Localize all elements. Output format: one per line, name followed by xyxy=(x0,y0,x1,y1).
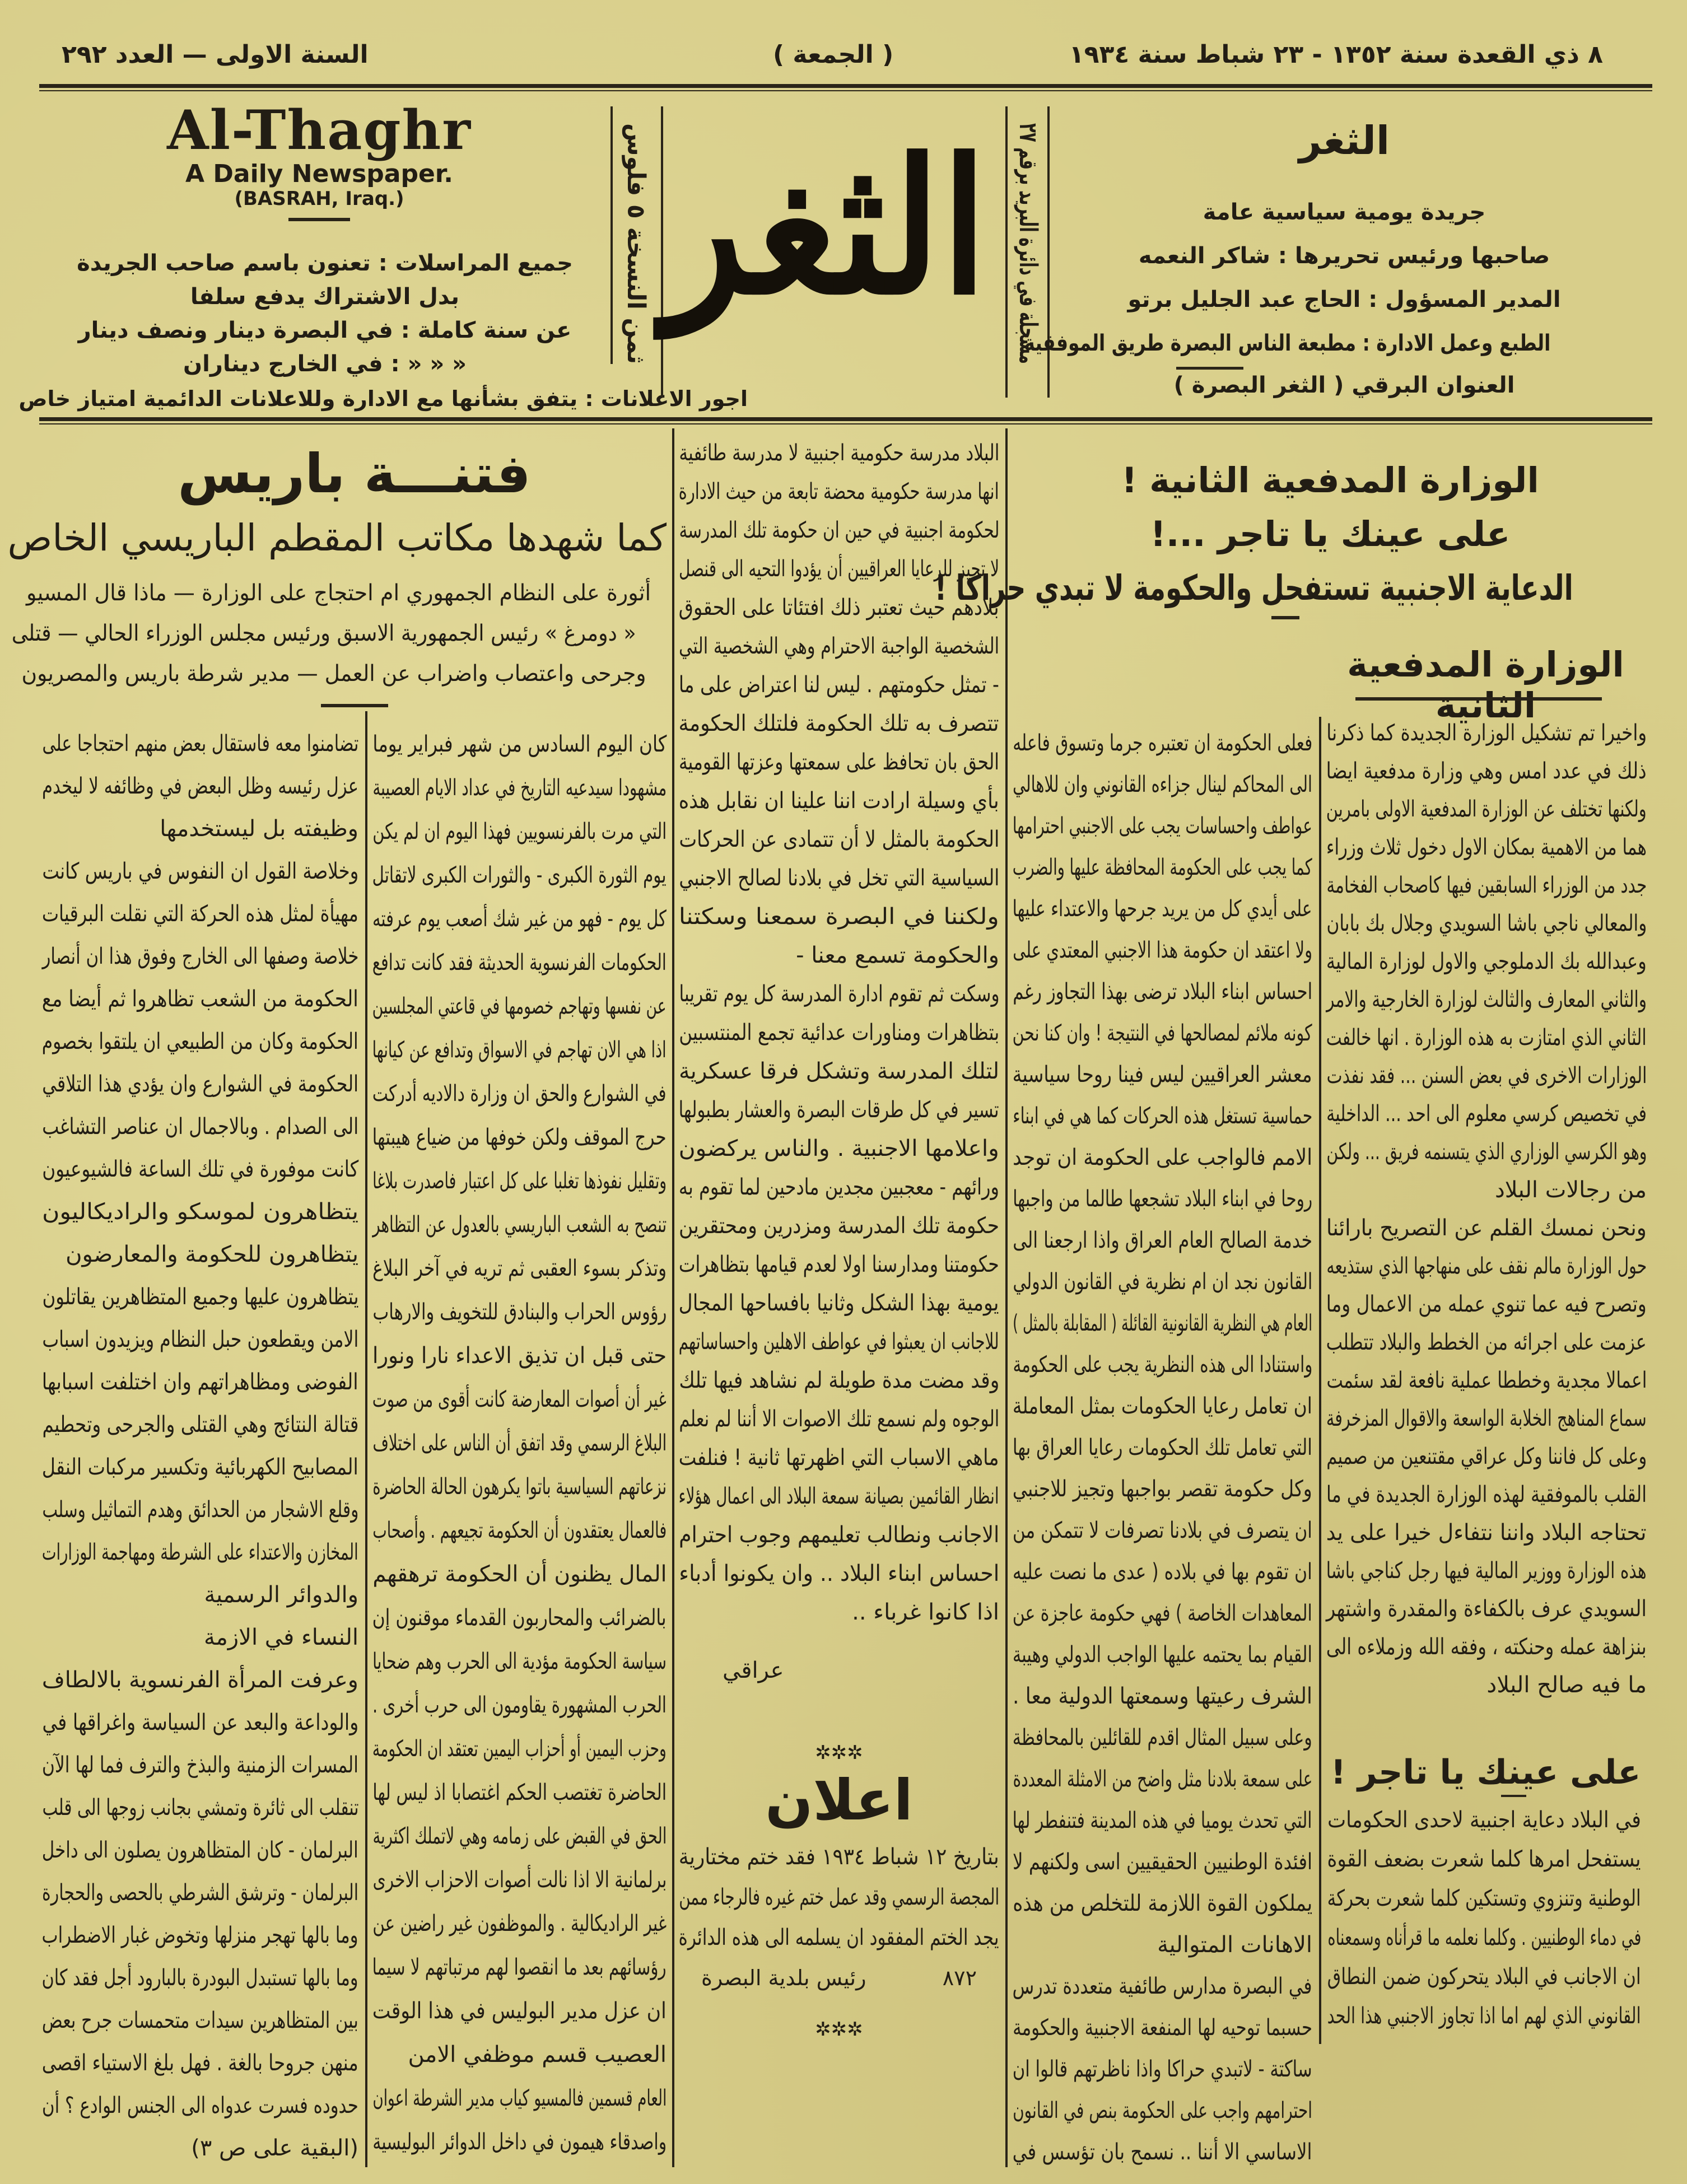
text-line xyxy=(1326,904,1647,942)
text-line-content: احساس ابناء البلاد ترضى بهذا التجاوز رغم xyxy=(1013,979,1312,1005)
text-line-content: القيام بما يحتمه عليها الواجب الدولي وهيبة xyxy=(1013,1642,1312,1668)
text-line xyxy=(1013,1178,1312,1220)
text-line-content: كونه ملائم لمصالحها في النتيجة ! وان كنا نحن xyxy=(1013,1020,1312,1046)
headline-deck xyxy=(11,573,667,694)
text-line xyxy=(1326,752,1647,790)
latin-title: Al-Thaghr xyxy=(167,99,472,162)
text-line-content: اذا كانوا غرباء .. xyxy=(852,1599,999,1625)
text-line-content: اذا هي الان تهاجم في الاسواق وتدافع عن كيانها xyxy=(372,1037,667,1063)
text-line-content: وتصرح فيه عما تنوي عمله من الاعمال وما xyxy=(1326,1291,1647,1317)
masthead-title: الثغر xyxy=(1299,118,1390,164)
issue-number: السنة الاولى — العدد ٢٩٢ xyxy=(62,40,369,69)
text-line-content: انها مدرسة حكومية محضة تابعة من حيث الادارة xyxy=(679,479,999,505)
ads-rates: اجور الاعلانات : يتفق بشأنها مع الادارة وللاعلانات الدائمية امتياز خاص xyxy=(18,386,748,411)
text-line-content: ذلك في عدد امس وهي وزارة مدفعية ايضا xyxy=(1326,758,1647,784)
text-line-content: الاهانات المتوالية xyxy=(1157,1932,1312,1958)
text-line-content: ولا اعتقد ان حكومة هذا الاجنبي المعتدي على xyxy=(1013,937,1312,963)
text-line-content: ما فيه صالح البلاد xyxy=(1486,1672,1647,1698)
text-line-content: الحكومة بالمثل لا أن تتمادى عن الحركات xyxy=(679,827,999,852)
text-line xyxy=(1326,1666,1647,1704)
text-line-content: الثاني الذي امتازت به هذه الوزارة . انها خالفت xyxy=(1326,1025,1647,1051)
text-line-content: والثاني المعارف والثالث لوزارة الخارجية والامر xyxy=(1326,987,1647,1012)
text-line-content: الامن ويقطعون حبل النظام ويزيدون اسباب xyxy=(42,1327,358,1352)
text-line xyxy=(372,2033,667,2076)
text-line xyxy=(1013,2048,1312,2090)
text-line-content: احساس ابناء البلاد .. وان يكونوا أدباء xyxy=(679,1561,999,1586)
text-line-content: ان تعامل رعايا الحكومات بمثل المعاملة xyxy=(1013,1393,1312,1419)
text-line-content: المال يظنون أن الحكومة ترهقهم xyxy=(372,1561,667,1587)
text-line-content: وعبدالله بك الدملوجي والاول لوزارة المالية xyxy=(1326,949,1647,974)
text-line-content: السياسية التي تخل في بلادنا لصالح الاجنبي xyxy=(679,865,999,891)
headline-line: على عينك يا تاجر ...! xyxy=(1150,514,1511,554)
text-line xyxy=(50,246,599,280)
text-line xyxy=(1013,1510,1312,1551)
text-line-content: والحكومة تسمع معنا - xyxy=(796,942,999,968)
text-line xyxy=(1326,1323,1647,1361)
text-line xyxy=(1326,1133,1647,1171)
announcement-number: ٨٧٢ xyxy=(942,1966,977,1990)
text-line-content: سياسة الحكومة مؤدية الى الحرب وهم ضحايا xyxy=(372,1649,667,1674)
text-line-content: يستفحل امرها كلما شعرت بضعف القوة xyxy=(1327,1846,1641,1872)
text-line-content: تضامنوا معه فاستقال بعض منهم احتجاجا على xyxy=(42,731,358,757)
text-line xyxy=(1326,1476,1647,1514)
text-line-content: الحرب المشهورة يقاومون الى حرب أخرى . xyxy=(372,1692,667,1718)
text-line-content: كانت موفورة في تلك الساعة فالشيوعيون xyxy=(42,1156,358,1182)
text-line-content: وقلع الاشجار من الحدائق وهدم التماثيل وسلب xyxy=(42,1497,358,1523)
text-line-content: الى المحاكم لينال جزاءه القانوني وان للاهالي xyxy=(1013,772,1312,797)
text-line-content: وقد مضت مدة طويلة لم نشاهد فيها تلك xyxy=(679,1368,999,1393)
text-line-content: قتالة النتائج وهي القتلى والجرحى وتحطيم xyxy=(42,1412,358,1438)
text-line-content: واصدقاء هيمون في داخل الدوائر البوليسية xyxy=(372,2129,667,2155)
text-line-content: الاجانب ونطالب تعليمهم وجوب احترام xyxy=(679,1522,999,1548)
text-line-content: « دومرغ » رئيس الجمهورية الاسبق ورئيس مجلس الوزراء الحالي — قتلى xyxy=(11,620,636,646)
text-line xyxy=(50,347,599,381)
divider xyxy=(1501,1795,1526,1797)
text-line xyxy=(1013,1758,1312,1800)
text-line-content: كان اليوم السادس من شهر فبراير يوما xyxy=(372,731,667,757)
text-line-content: هما من الاهمية بمكان الاول دخول ثلاث وزراء xyxy=(1326,834,1647,860)
text-line-content: يتظاهرون للحكومة والمعارضون xyxy=(66,1242,358,1267)
text-line-content: بتاريخ ١٢ شباط ١٩٣٤ فقد ختم مختارية xyxy=(679,1844,999,1870)
text-line xyxy=(1013,1717,1312,1758)
text-line-content: الاساسي الا أننا .. نسمح بان تؤسس في xyxy=(1013,2139,1312,2165)
text-line-content: الحكومة من الشعب تظاهروا ثم أيضا مع xyxy=(42,986,358,1012)
text-line-content: حدوده فسرت عدواه الى الجنس الوادع ؟ أن xyxy=(42,2093,358,2118)
text-line xyxy=(372,1596,667,1640)
text-line-content: التي تحدث يوميا في هذه المدينة فتنفطر لها xyxy=(1013,1808,1312,1833)
text-line-content: وحزب اليمين أو أحزاب اليمين تعتقد ان الحكومة xyxy=(372,1736,667,1762)
text-line-content: العام قسمين فالمسيو كياب مدير الشرطة اعوان xyxy=(372,2085,667,2111)
text-line-content: التي تعامل تلك الحكومات رعايا العراق بها xyxy=(1013,1435,1312,1460)
text-line-content: لتلك المدرسة وتشكل فرقا عسكرية xyxy=(679,1058,999,1084)
text-line xyxy=(1081,234,1607,278)
text-line-content: المعاهدات الخاصة ) فهي حكومة عاجزة عن xyxy=(1013,1600,1312,1626)
text-line xyxy=(372,1727,667,1771)
text-line-content: البرلمان - كان المتظاهرون يصلون الى داخل xyxy=(42,1837,358,1863)
publisher-info xyxy=(1024,190,1607,365)
text-line xyxy=(1013,2090,1312,2131)
text-line-content: لا تجيز للرعايا العراقيين أن يؤدوا التحيه الى قنصل xyxy=(679,556,999,582)
text-line-content: الحكومات الفرنسوية الحديثة فقد كانت تدافع xyxy=(372,950,667,976)
text-line-content: برلمانية الا اذا نالت أصوات الاحزاب الاخرى xyxy=(372,1867,667,1893)
text-line-content: يتظاهرون عليها وجميع المتظاهرين يقاتلون xyxy=(42,1284,358,1310)
text-line-content: وتقليل نفوذها تغلبا على كل اعتبار فاصدرت بلاغا xyxy=(372,1168,667,1194)
text-line-content: الى الصدام . وبالاجمال ان عناصر التشاغب xyxy=(42,1114,358,1140)
text-line-content: الامم فالواجب على الحكومة ان توجد xyxy=(1013,1145,1312,1170)
text-line-content: العصيب قسم موظفي الامن xyxy=(408,2042,667,2068)
text-line-content: سماع المناهج الخلابة الواسعة والاقوال المزخرفة xyxy=(1326,1406,1647,1431)
text-line xyxy=(372,1771,667,1814)
text-line-content: البلاغ الرسمي وقد اتفق أن الناس على اختلاف xyxy=(372,1430,667,1456)
latin-subtitle: A Daily Newspaper. xyxy=(185,159,453,188)
text-line-content: الشخصية الواجبة الاحترام وهي الشخصية التي xyxy=(679,633,999,659)
text-line-content: تنقلب الى ثائرة وتمشي بجانب زوجها الى قلب xyxy=(42,1795,358,1821)
text-line-content: البرلمان - وترشق الشرطي بالحصى والحجارة xyxy=(42,1880,358,1906)
text-line-content: وعرفت المرأة الفرنسوية بالالطاف xyxy=(42,1667,358,1693)
text-line xyxy=(1081,190,1607,234)
text-line-content: الحق في القبض على زمامه وهي لاتملك اكثرية xyxy=(372,1823,667,1849)
text-line-content: مهيأة لمثل هذه الحركة التي نقلت البرقيات xyxy=(42,901,358,927)
text-line xyxy=(1013,1841,1312,1883)
text-line xyxy=(679,1917,999,1958)
divider xyxy=(1176,367,1243,370)
ornament: ✲✲✲ xyxy=(815,2018,863,2041)
text-line-content: انظار القائمين بصيانة سمعة البلاد الى اعمال هؤلاء xyxy=(679,1483,999,1509)
text-line xyxy=(1326,790,1647,828)
text-line-content: ولكنها تختلف عن الوزارة المدفعية الاولى بامرين xyxy=(1326,796,1647,822)
text-line-content: للاجانب ان يعبثوا في عواطف الاهلين واحساساتهم xyxy=(679,1329,999,1355)
text-line xyxy=(1326,1095,1647,1133)
text-line xyxy=(1013,1800,1312,1841)
text-line-content: المدير المسؤول : الحاج عبد الجليل برتو xyxy=(1127,287,1561,312)
text-line-content: جدد من الوزراء السابقين فيها كاصحاب الفخامة xyxy=(1326,872,1647,898)
text-line-content: في تخصيص كرسي معلوم الى احد ... الداخلية xyxy=(1326,1101,1647,1127)
text-line-content: يومية بهذا الشكل وثانيا بافساحها المجال xyxy=(679,1290,999,1316)
text-line-content: رؤوس الحراب والبنادق للتخويف والارهاب xyxy=(372,1299,667,1325)
text-line-content: ان تقوم بها في بلاده ( عدى ما نصت عليه xyxy=(1013,1559,1312,1585)
text-line-content: (البقية على ص ٣) xyxy=(191,2135,358,2161)
text-line-content: يجد الختم المفقود ان يسلمه الى هذه الدائرة xyxy=(679,1925,999,1950)
text-line xyxy=(679,1052,999,1091)
text-line xyxy=(1081,278,1607,321)
text-line-content: الحكومة في الشوارع وان يؤدي هذا التلاقي xyxy=(42,1071,358,1097)
text-line-content: بين المتظاهرين سيدات متحمسات جرح بعض xyxy=(42,2008,358,2033)
telegraph-address: العنوان البرقي ( الثغر البصرة ) xyxy=(1173,372,1515,398)
text-line-content: وما بالها تهجر منزلها وتخوض غبار الاضطراب xyxy=(42,1922,358,1948)
text-line-content: ان يتصرف في بلادنا تصرفات لا تتمكن من xyxy=(1013,1518,1312,1543)
text-line xyxy=(679,434,999,473)
column-5-second-article xyxy=(1327,1800,1641,2036)
text-line-content: غير أن أصوات المعارضة كانت أقوى من صوت xyxy=(372,1387,667,1412)
text-line-content: تتصرف به تلك الحكومة فلتلك الحكومة xyxy=(679,711,999,736)
text-line-content: واستنادا الى هذه النظرية يجب على الحكومة xyxy=(1013,1352,1312,1378)
text-line-content: عن نفسها وتهاجم خصومها في قاعتي المجلسين xyxy=(372,993,667,1019)
text-line-content: فالعمال يعتقدون أن الحكومة تجيعهم . وأصحاب xyxy=(372,1518,667,1543)
text-line-content: القانوني الذي لهم اما اذا تجاوز الاجنبي هذا الحد xyxy=(1327,2003,1641,2029)
text-line-content: وهو الكرسي الوزاري الذي يتسنمه فريق ... ولكن xyxy=(1326,1139,1647,1165)
text-line-content: واخيرا تم تشكيل الوزارة الجديدة كما ذكرنا xyxy=(1326,720,1647,746)
text-line-content: تحتاجه البلاد واننا نتفاءل خيرا على يد xyxy=(1326,1520,1647,1546)
text-line-content: احترامهم واجب على الحكومة بنص في القانون xyxy=(1013,2098,1312,2124)
text-line xyxy=(1326,1438,1647,1476)
text-line-content: وما بالها تستبدل البودرة بالبارود أجل فقد كان xyxy=(42,1965,358,1991)
text-line-content: القلب بالموفقية لهذه الوزارة الجديدة في ما xyxy=(1326,1482,1647,1508)
text-line xyxy=(1013,2131,1312,2173)
text-line-content: في البلاد دعاية اجنبية لاحدى الحكومات xyxy=(1327,1807,1641,1833)
text-line-content: الوزارات الاخرى في بعض السنن ... فقد نفذت xyxy=(1326,1063,1647,1089)
text-line xyxy=(1327,1957,1641,1996)
text-line-content: وعلى كل فاننا وكل عراقي مقتنعين من صميم xyxy=(1326,1444,1647,1469)
text-line-content: الحكومة وكان من الطبيعي ان يلتقوا بخصوم xyxy=(42,1029,358,1054)
text-line-content: ماهي الاسباب التي اظهرتها ثانية ! فنلفت xyxy=(679,1445,999,1471)
masthead-rule xyxy=(39,417,1652,424)
text-line-content: تنصح به الشعب الباريسي بالعدول عن التظاهر xyxy=(372,1212,667,1238)
text-line xyxy=(372,1814,667,1858)
text-line-content: غير الراديكالية . والموظفون غير راضين عن xyxy=(372,1911,667,1936)
text-line-content: صاحبها ورئيس تحريرها : شاكر النعمه xyxy=(1138,243,1550,269)
text-line xyxy=(372,2076,667,2120)
text-line xyxy=(1326,714,1647,752)
text-line-content: وتذكر بسوء العقبى ثم تريه في آخر البلاغ xyxy=(372,1256,667,1281)
title-underline xyxy=(1355,697,1602,701)
divider xyxy=(1271,616,1299,619)
text-line xyxy=(1326,981,1647,1019)
text-line xyxy=(11,613,667,654)
text-line-content: منهن جروحا بالغة . فهل بلغ الاستياء اقصى xyxy=(42,2050,358,2076)
text-line xyxy=(1326,1285,1647,1323)
text-line-content: البلاد مدرسة حكومية اجنبية لا مدرسة طائفية xyxy=(679,440,999,466)
text-line-content: تسير في كل طرقات البصرة والعشار بطبولها xyxy=(679,1097,999,1123)
text-line-content: واعلامها الاجنبية . والناس يركضون xyxy=(679,1136,999,1161)
text-line-content: بأي وسيلة ارادت اننا علينا ان نقابل هذه xyxy=(679,788,999,814)
text-line-content: عن سنة كاملة : في البصرة دينار ونصف دينار xyxy=(78,318,572,343)
text-line-content: حسبما توحيه لها المنفعة الاجنبية والحكومة xyxy=(1013,2015,1312,2041)
text-line-content: ونحن نمسك القلم عن التصريح بارائنا xyxy=(1326,1215,1647,1241)
text-line-content: هذه الوزارة ووزير المالية فيها رجل كناجي باشا xyxy=(1326,1558,1647,1584)
text-line-content: وعلى سبيل المثال اقدم للقائلين بالمحافظة xyxy=(1013,1725,1312,1751)
divider xyxy=(611,106,613,364)
text-line xyxy=(372,2120,667,2164)
text-line xyxy=(679,473,999,511)
text-line-content: والوداعة والبعد عن السياسة واغراقها في xyxy=(42,1710,358,1735)
text-line-content: ان عزل مدير البوليس في هذا الوقت xyxy=(372,1998,667,2024)
text-line-content: خلاصة وصفها الى الخارج وفوق هذا ان أنصار xyxy=(42,944,358,969)
text-line-content: عزمت على اجرائه من الخطط والبلاد تتطلب xyxy=(1326,1329,1647,1355)
text-line xyxy=(1013,1676,1312,1717)
text-line-content: وخلاصة القول ان النفوس في باريس كانت xyxy=(42,858,358,884)
text-line-content: بدل الاشتراك يدفع سلفا xyxy=(190,284,460,310)
text-line-content: ساكتة - لاتبدي حراكا واذا ناظرتهم قالوا ان xyxy=(1013,2056,1312,2082)
text-line-content: رؤسائهم بعد ما انقصوا لهم مرتباتهم لا سيما xyxy=(372,1954,667,1980)
text-line-content: المخازن والاعتداء على الشرطة ومهاجمة الوزارات xyxy=(42,1539,358,1565)
text-line-content: حكومتنا ومدارسنا اولا لعدم قيامها بتظاهرات xyxy=(679,1252,999,1277)
lead-headline xyxy=(934,454,1649,615)
text-line xyxy=(1326,1057,1647,1095)
text-line-content: النساء في الازمة xyxy=(203,1625,358,1650)
newspaper-logo xyxy=(663,118,1003,335)
subscription-info xyxy=(50,246,599,381)
text-line-content: المصابيح الكهربائية وتكسير مركبات النقل xyxy=(42,1454,358,1480)
text-line-content: لحكومة اجنبية في حين ان حكومة تلك المدرسة xyxy=(679,517,999,543)
latin-masthead xyxy=(56,101,582,229)
text-line-content: كما يجب على الحكومة المحافظة عليها والضرب xyxy=(1013,855,1312,880)
text-line xyxy=(50,280,599,314)
text-line xyxy=(1024,321,1607,365)
text-line-content: يملكون القوة اللازمة للتخلص من هذه xyxy=(1013,1891,1312,1916)
text-line-content: من رجالات البلاد xyxy=(1494,1177,1647,1203)
top-rule xyxy=(39,84,1652,91)
issue-day: ( الجمعة ) xyxy=(773,40,894,69)
text-line-content: عزل رئيسه وظل البعض في وظائفه لا ليخدم xyxy=(42,773,358,799)
text-line-content: بالضرائب والمحاربون القدماء موقنون إن xyxy=(372,1605,667,1631)
text-line-content: كل يوم - فهو من غير شك أصعب يوم عرفته xyxy=(372,906,667,932)
text-line-content: وجرحى واعتصاب واضراب عن العمل — مدير شرطة باريس والمصريون xyxy=(21,661,646,687)
text-line xyxy=(1327,1879,1641,1918)
text-line-content: حرج الموقف ولكن خوفها من ضياع هيبتها xyxy=(372,1124,667,1150)
text-line-content: حتى قبل ان تذيق الاعداء نارا ونورا xyxy=(372,1343,667,1369)
text-line xyxy=(372,1203,667,1247)
text-line-content: عواطف واحساسات يجب على الاجنبي احترامها xyxy=(1013,813,1312,839)
text-line-content: حماسية تستغل هذه الحركات كما هي في ابناء xyxy=(1013,1103,1312,1129)
text-line xyxy=(372,897,667,941)
text-line xyxy=(1326,828,1647,866)
latin-place: (BASRAH, Iraq.) xyxy=(234,188,404,211)
text-line-content: جريدة يومية سياسية عامة xyxy=(1203,199,1486,225)
text-line-content: مشهودا سيدعيه التاريخ في عداد الايام العصيبة xyxy=(372,775,667,801)
text-line-content: جميع المراسلات : تعنون باسم صاحب الجريدة xyxy=(77,250,573,276)
text-line-content: وسكت ثم تقوم ادارة المدرسة كل يوم تقريبا xyxy=(679,981,999,1007)
text-line xyxy=(372,1989,667,2033)
text-line xyxy=(1326,1590,1647,1628)
text-line-content: يوم الثورة الكبرى - والثورات الكبرى لاتقاتل xyxy=(372,862,667,888)
text-line-content: بلادهم حيث تعتبر ذلك افتئاتا على الحقوق xyxy=(679,595,999,620)
article-title: الوزارة المدفعية الثانية xyxy=(1347,644,1624,726)
text-line xyxy=(679,1877,999,1917)
text-line xyxy=(372,1683,667,1727)
text-line xyxy=(1326,1209,1647,1247)
text-line-content: ان الاجانب في البلاد يتحركون ضمن النطاق xyxy=(1327,1964,1641,1990)
text-line-content: على أيدي كل من يريد جرحها والاعتداء عليها xyxy=(1013,896,1312,922)
text-line xyxy=(1326,1514,1647,1552)
text-line xyxy=(679,511,999,550)
article-signature: عراقي xyxy=(723,1658,784,1683)
text-line-content: الحاضرة تغتصب الحكم اغتصابا اذ ليس لها xyxy=(372,1780,667,1805)
text-line-content: وكل حكومة تقصر بواجبها وتجيز للاجنبي xyxy=(1013,1476,1312,1502)
text-line-content: حكومة تلك المدرسة ومزدرين ومحتقرين xyxy=(679,1213,999,1239)
text-line-content: بنزاهة عمله وحنكته ، وفقه الله وزملاءه الى xyxy=(1326,1634,1647,1660)
article-title: على عينك يا تاجر ! xyxy=(1330,1753,1641,1792)
text-line xyxy=(1327,1996,1641,2036)
announcement-title: اعلان xyxy=(765,1767,913,1833)
text-line xyxy=(21,654,667,694)
text-line-content: روحا في ابناء البلاد تشجعها طالما من واجبها xyxy=(1013,1186,1312,1212)
registration-strip: مسجلة في دائرة البريد برقم ٢٧ xyxy=(1014,123,1042,364)
text-line xyxy=(1326,1628,1647,1666)
text-line-content: الفوضى ومظاهراتهم وان اختلفت اسبابها xyxy=(42,1369,358,1395)
logo-text: الثغر xyxy=(663,118,988,335)
text-line xyxy=(42,1999,358,2042)
price-strip: ثمن النسخة ٥ فلوس xyxy=(622,123,650,364)
text-line-content: الوجوه ولم نسمع تلك الاصوات الا أننا لم نعلم xyxy=(679,1406,999,1432)
text-line-content: فعلى الحكومة ان تعتبره جرما وتسوق فاعله xyxy=(1013,730,1312,756)
divider xyxy=(288,218,350,221)
text-line-content: التي مرت بالفرنسويين فهذا اليوم ان لم يكن xyxy=(372,819,667,844)
text-line-content: يتظاهرون لموسكو والراديكاليون xyxy=(42,1199,358,1225)
text-line-content: المجصة الرسمي وقد عمل ختم غيره فالرجاء ممن xyxy=(679,1884,999,1910)
text-line xyxy=(1326,1399,1647,1438)
issue-date: ٨ ذي القعدة سنة ١٣٥٢ - ٢٣ شباط سنة ١٩٣٤ xyxy=(1069,40,1603,69)
text-line-content: ولكننا في البصرة سمعنا وسكتنا xyxy=(679,904,999,930)
text-line-content: « « « : في الخارج ديناران xyxy=(183,351,467,377)
text-line xyxy=(1327,1800,1641,1840)
text-line xyxy=(1326,1019,1647,1057)
text-line-content: وظيفته بل ليستخدمها xyxy=(160,816,358,842)
text-line-content: الطبع وعمل الادارة : مطبعة الناس البصرة طريق الموفقية xyxy=(1024,330,1551,356)
text-line xyxy=(1326,942,1647,981)
headline-subtitle: كما شهدها مكاتب المقطم الباريسي الخاص xyxy=(7,516,667,559)
headline-line: الوزارة المدفعية الثانية ! xyxy=(1121,460,1539,501)
text-line-content: والدوائر الرسمية xyxy=(204,1582,358,1608)
text-line-content: بتظاهرات ومناورات عدائية تجمع المنتسبين xyxy=(679,1020,999,1046)
text-line xyxy=(1326,1171,1647,1209)
text-line xyxy=(1327,1918,1641,1957)
text-line-content: في الشوارع والحق ان وزارة دالاديه أدركت xyxy=(372,1081,667,1107)
text-line xyxy=(372,1552,667,1596)
text-line-content: خدمة الصالح العام العراق واذا ارجعنا الى xyxy=(1013,1228,1312,1253)
text-line-content: الحق بان تحافظ على سمعتها وعزتها القومية xyxy=(679,749,999,775)
text-line-content: على سمعة بلادنا مثل واضح من الامثلة المعددة xyxy=(1013,1766,1312,1792)
text-line xyxy=(372,1640,667,1683)
text-line-content: العام هي النظرية القانونية القائلة ( المقابلة بالمثل ) xyxy=(1013,1310,1312,1336)
text-line-content: حول الوزارة مالم نقف على منهاجها الذي ستذيعه xyxy=(1326,1253,1647,1279)
divider xyxy=(321,704,388,707)
text-line-content: المسرات الزمنية والبذخ والترف فما لها الآن xyxy=(42,1752,358,1778)
text-line xyxy=(1326,1552,1647,1590)
text-line-content: الوطنية وتنزوي وتستكين كلما شعرت بحركة xyxy=(1327,1886,1641,1911)
text-line-content: في البصرة مدارس طائفية متعددة تدرس xyxy=(1013,1973,1312,1999)
text-line-content: افئدة الوطنيين الحقيقيين اسى ولكنهم لا xyxy=(1013,1849,1312,1875)
text-line-content: أثورة على النظام الجمهوري ام احتجاج على الوزارة — ماذا قال المسيو xyxy=(26,580,651,606)
text-line xyxy=(1326,1247,1647,1285)
text-line-content: - تمثل حكومتهم . ليس لنا اعتراض على ما xyxy=(679,672,999,698)
text-line-content: السويدي عرف بالكفاءة والمقدرة واشتهر xyxy=(1326,1596,1647,1622)
text-line xyxy=(1327,1840,1641,1879)
text-line xyxy=(50,314,599,347)
text-line-content: نزعاتهم السياسية باتوا يكرهون الحالة الحاضرة xyxy=(372,1474,667,1500)
headline-title: فتنـــة باريس xyxy=(178,442,531,505)
text-line-content: القانون نجد ان ام نظرية في القانون الدولي xyxy=(1013,1269,1312,1295)
text-line-content: والمعالي ناجي باشا السويدي وجلال بك بابان xyxy=(1326,911,1647,936)
text-line xyxy=(679,666,999,704)
text-line-content: اعمالا مجدية وخططا عملية نافعة لقد سئمت xyxy=(1326,1368,1647,1393)
text-line xyxy=(1326,866,1647,904)
text-line xyxy=(1326,1361,1647,1399)
ornament: ✲✲✲ xyxy=(815,1742,863,1764)
headline-line: الدعاية الاجنبية تستفحل والحكومة لا تبدي حراكا ! xyxy=(934,567,1573,608)
text-line-content: الشرف رعيتها وسمعتها الدولية معا . xyxy=(1013,1683,1312,1709)
column-5 xyxy=(1326,714,1647,1704)
text-line xyxy=(679,627,999,666)
text-line-content: معشر العراقيين ليس فينا روحا سياسية xyxy=(1013,1062,1312,1088)
text-line-content: في دماء الوطنيين . وكلما نعلمه ما قرأناه وسمعناه xyxy=(1327,1925,1641,1950)
announcement-signer: رئيس بلدية البصرة xyxy=(701,1966,866,1990)
text-line-content: ورائهم - معجبين مجدين مادحين لما تقوم به xyxy=(679,1174,999,1200)
